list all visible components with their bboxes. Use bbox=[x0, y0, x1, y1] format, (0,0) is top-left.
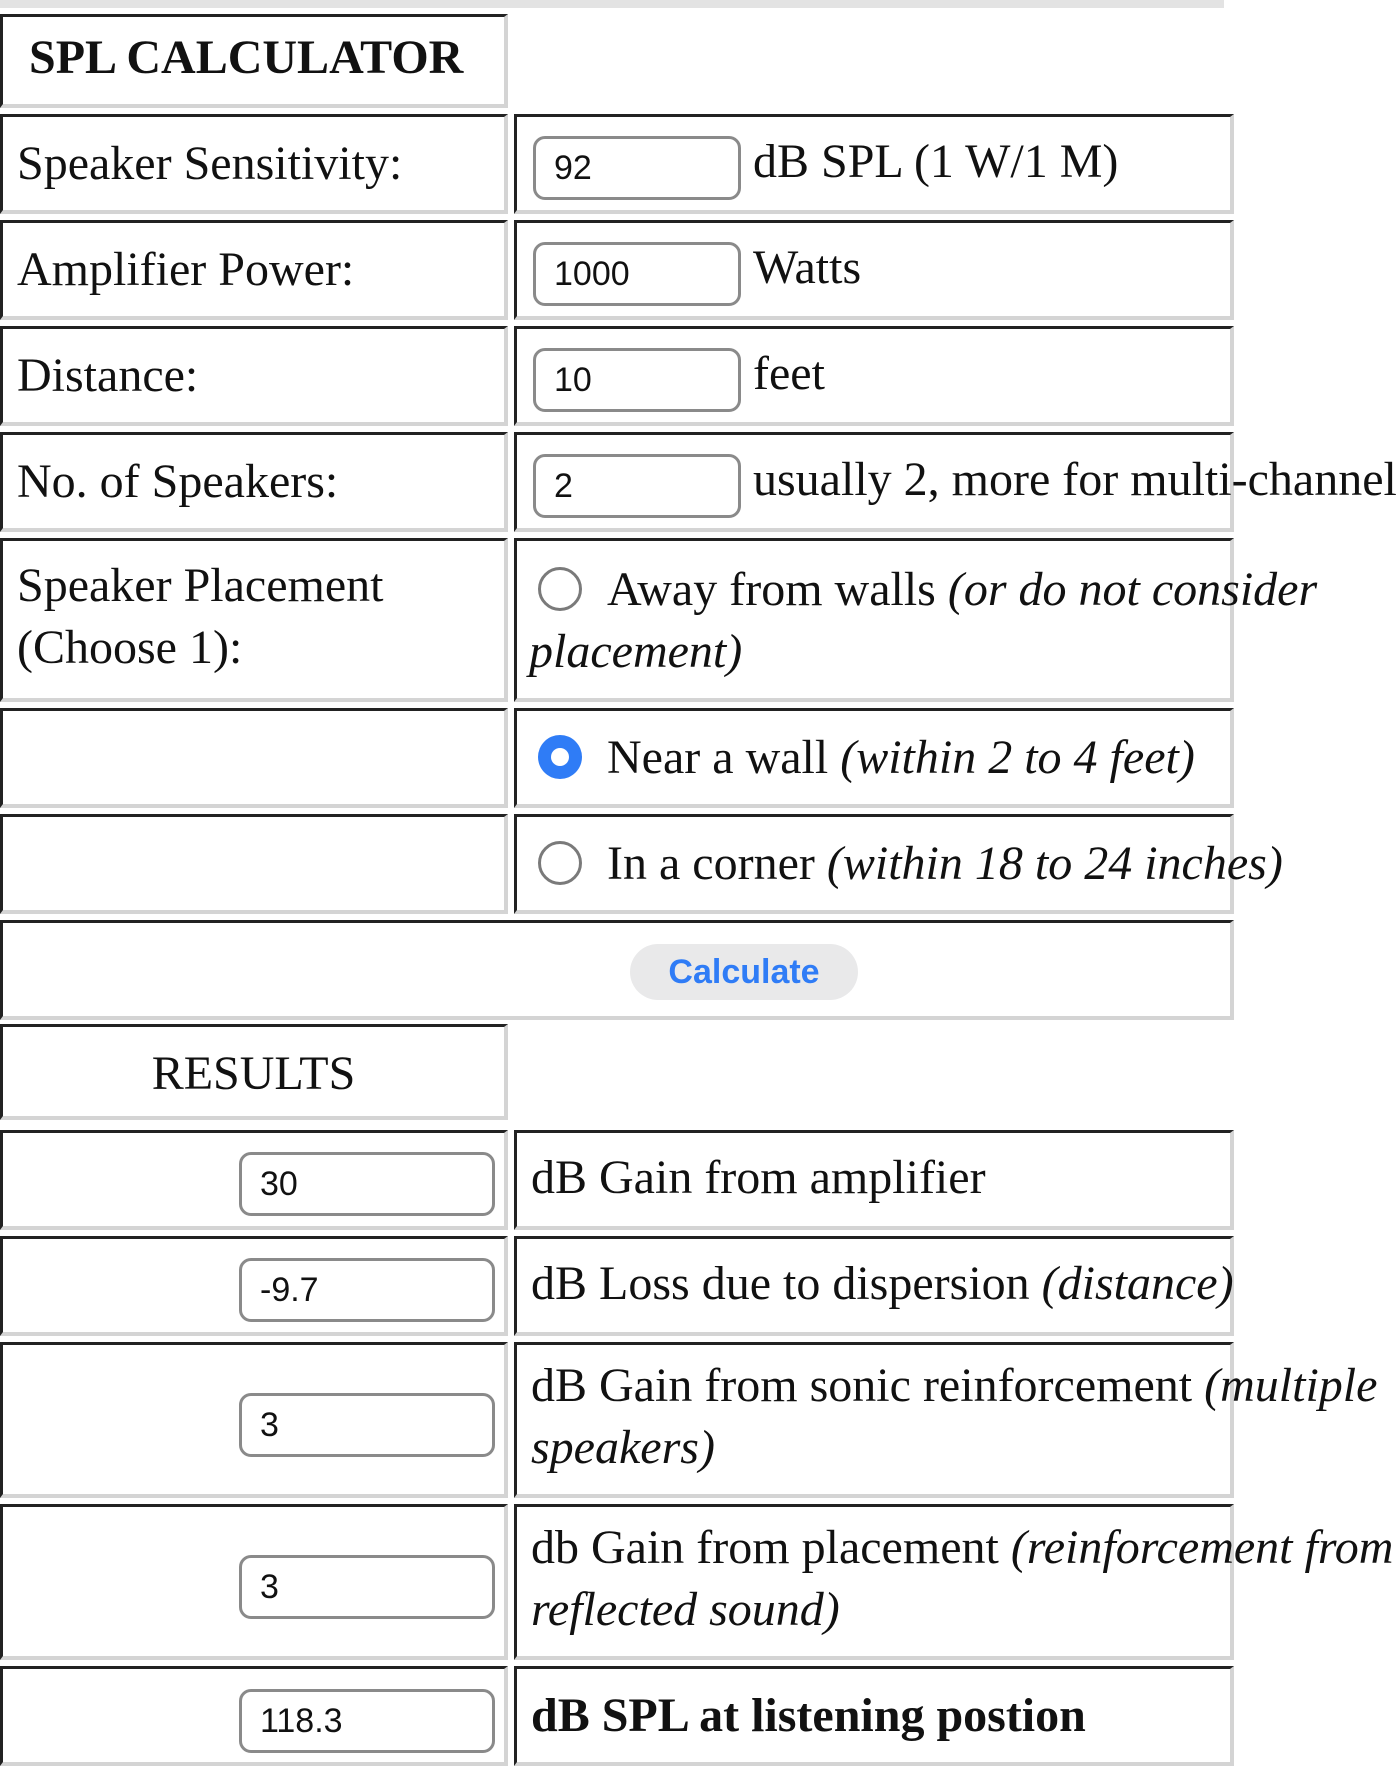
result-sonic-label bbox=[531, 1355, 1377, 1417]
calculate-row bbox=[0, 920, 1234, 1020]
result-placement-gain-field[interactable] bbox=[239, 1555, 495, 1619]
results-title: RESULTS bbox=[151, 1047, 356, 1100]
result-dispersion-loss-field[interactable] bbox=[239, 1258, 495, 1322]
power-label: Amplifier Power: bbox=[17, 243, 355, 296]
power-unit: Watts bbox=[753, 241, 862, 294]
placement-option-wall-cell[interactable] bbox=[514, 708, 1234, 808]
result-placement-note: (reinforcement from bbox=[1010, 1521, 1394, 1574]
placement-label-cell bbox=[0, 538, 508, 702]
top-divider bbox=[0, 0, 1224, 8]
option-corner-label bbox=[607, 833, 1283, 895]
sensitivity-input-cell bbox=[514, 114, 1234, 214]
option-away-label bbox=[607, 559, 1317, 621]
result-placement-label bbox=[531, 1517, 1393, 1579]
page-title: SPL CALCULATOR bbox=[29, 31, 464, 84]
placement-label-line2: (Choose 1): bbox=[17, 621, 243, 674]
speakers-input[interactable] bbox=[533, 454, 741, 518]
speakers-label: No. of Speakers: bbox=[17, 455, 339, 508]
result-placement-text-cell bbox=[514, 1504, 1394, 1660]
distance-input-cell bbox=[514, 326, 1234, 426]
distance-unit: feet bbox=[753, 347, 825, 400]
option-away-note: (or do not consider bbox=[947, 563, 1318, 616]
distance-label-cell bbox=[0, 326, 508, 426]
result-total-value-cell bbox=[0, 1666, 508, 1766]
power-label-cell bbox=[0, 220, 508, 320]
placement-empty-cell-2 bbox=[0, 814, 508, 914]
speakers-note: usually 2, more for multi-channel bbox=[753, 453, 1397, 506]
result-amp-gain-field[interactable] bbox=[239, 1152, 495, 1216]
result-dispersion-label bbox=[531, 1253, 1234, 1315]
distance-input[interactable] bbox=[533, 348, 741, 412]
option-wall-note: (within 2 to 4 feet) bbox=[840, 731, 1195, 784]
result-placement-value-cell bbox=[0, 1504, 508, 1660]
option-wall-label bbox=[607, 727, 1195, 789]
sensitivity-unit: dB SPL (1 W/1 M) bbox=[753, 135, 1119, 188]
title-cell bbox=[0, 14, 508, 108]
option-wall-text: Near a wall bbox=[607, 731, 841, 784]
result-dispersion-note: (distance) bbox=[1041, 1257, 1234, 1310]
placement-option-away-cell[interactable] bbox=[514, 538, 1318, 702]
option-away-text: Away from walls bbox=[607, 563, 948, 616]
result-total-spl-text: dB SPL at listening postion bbox=[531, 1689, 1086, 1742]
result-total-text-cell bbox=[514, 1666, 1234, 1766]
speakers-label-cell bbox=[0, 432, 508, 532]
results-title-cell bbox=[0, 1024, 508, 1120]
speakers-input-cell bbox=[514, 432, 1397, 532]
option-corner-text: In a corner bbox=[607, 837, 827, 890]
option-corner-note: (within 18 to 24 inches) bbox=[826, 837, 1283, 890]
result-total-spl-field[interactable] bbox=[239, 1689, 495, 1753]
result-sonic-text: dB Gain from sonic reinforcement bbox=[531, 1359, 1205, 1412]
result-dispersion-text: dB Loss due to dispersion bbox=[531, 1257, 1042, 1310]
result-placement-note-line2: reflected sound) bbox=[531, 1583, 840, 1636]
result-dispersion-text-cell bbox=[514, 1236, 1234, 1336]
result-sonic-note: (multiple bbox=[1204, 1359, 1378, 1412]
sensitivity-label: Speaker Sensitivity: bbox=[17, 137, 403, 190]
power-input[interactable] bbox=[533, 242, 741, 306]
result-dispersion-value-cell bbox=[0, 1236, 508, 1336]
sensitivity-input[interactable] bbox=[533, 136, 741, 200]
calculate-button[interactable]: Calculate bbox=[630, 944, 858, 1000]
radio-near-a-wall[interactable] bbox=[538, 735, 582, 779]
radio-away-from-walls[interactable] bbox=[538, 567, 582, 611]
sensitivity-label-cell bbox=[0, 114, 508, 214]
result-sonic-text-cell bbox=[514, 1342, 1378, 1498]
radio-in-a-corner[interactable] bbox=[538, 841, 582, 885]
result-amp-text-cell bbox=[514, 1130, 1234, 1230]
placement-option-corner-cell[interactable] bbox=[514, 814, 1283, 914]
result-sonic-gain-field[interactable] bbox=[239, 1393, 495, 1457]
distance-label: Distance: bbox=[17, 349, 199, 402]
option-away-note-line2: placement) bbox=[529, 625, 743, 678]
placement-label-line1: Speaker Placement bbox=[17, 559, 384, 612]
result-sonic-value-cell bbox=[0, 1342, 508, 1498]
placement-empty-cell-1 bbox=[0, 708, 508, 808]
result-placement-text: db Gain from placement bbox=[531, 1521, 1011, 1574]
power-input-cell bbox=[514, 220, 1234, 320]
result-amp-value-cell bbox=[0, 1130, 508, 1230]
result-sonic-note-line2: speakers) bbox=[531, 1421, 715, 1474]
result-amp-gain-text: dB Gain from amplifier bbox=[531, 1151, 986, 1204]
